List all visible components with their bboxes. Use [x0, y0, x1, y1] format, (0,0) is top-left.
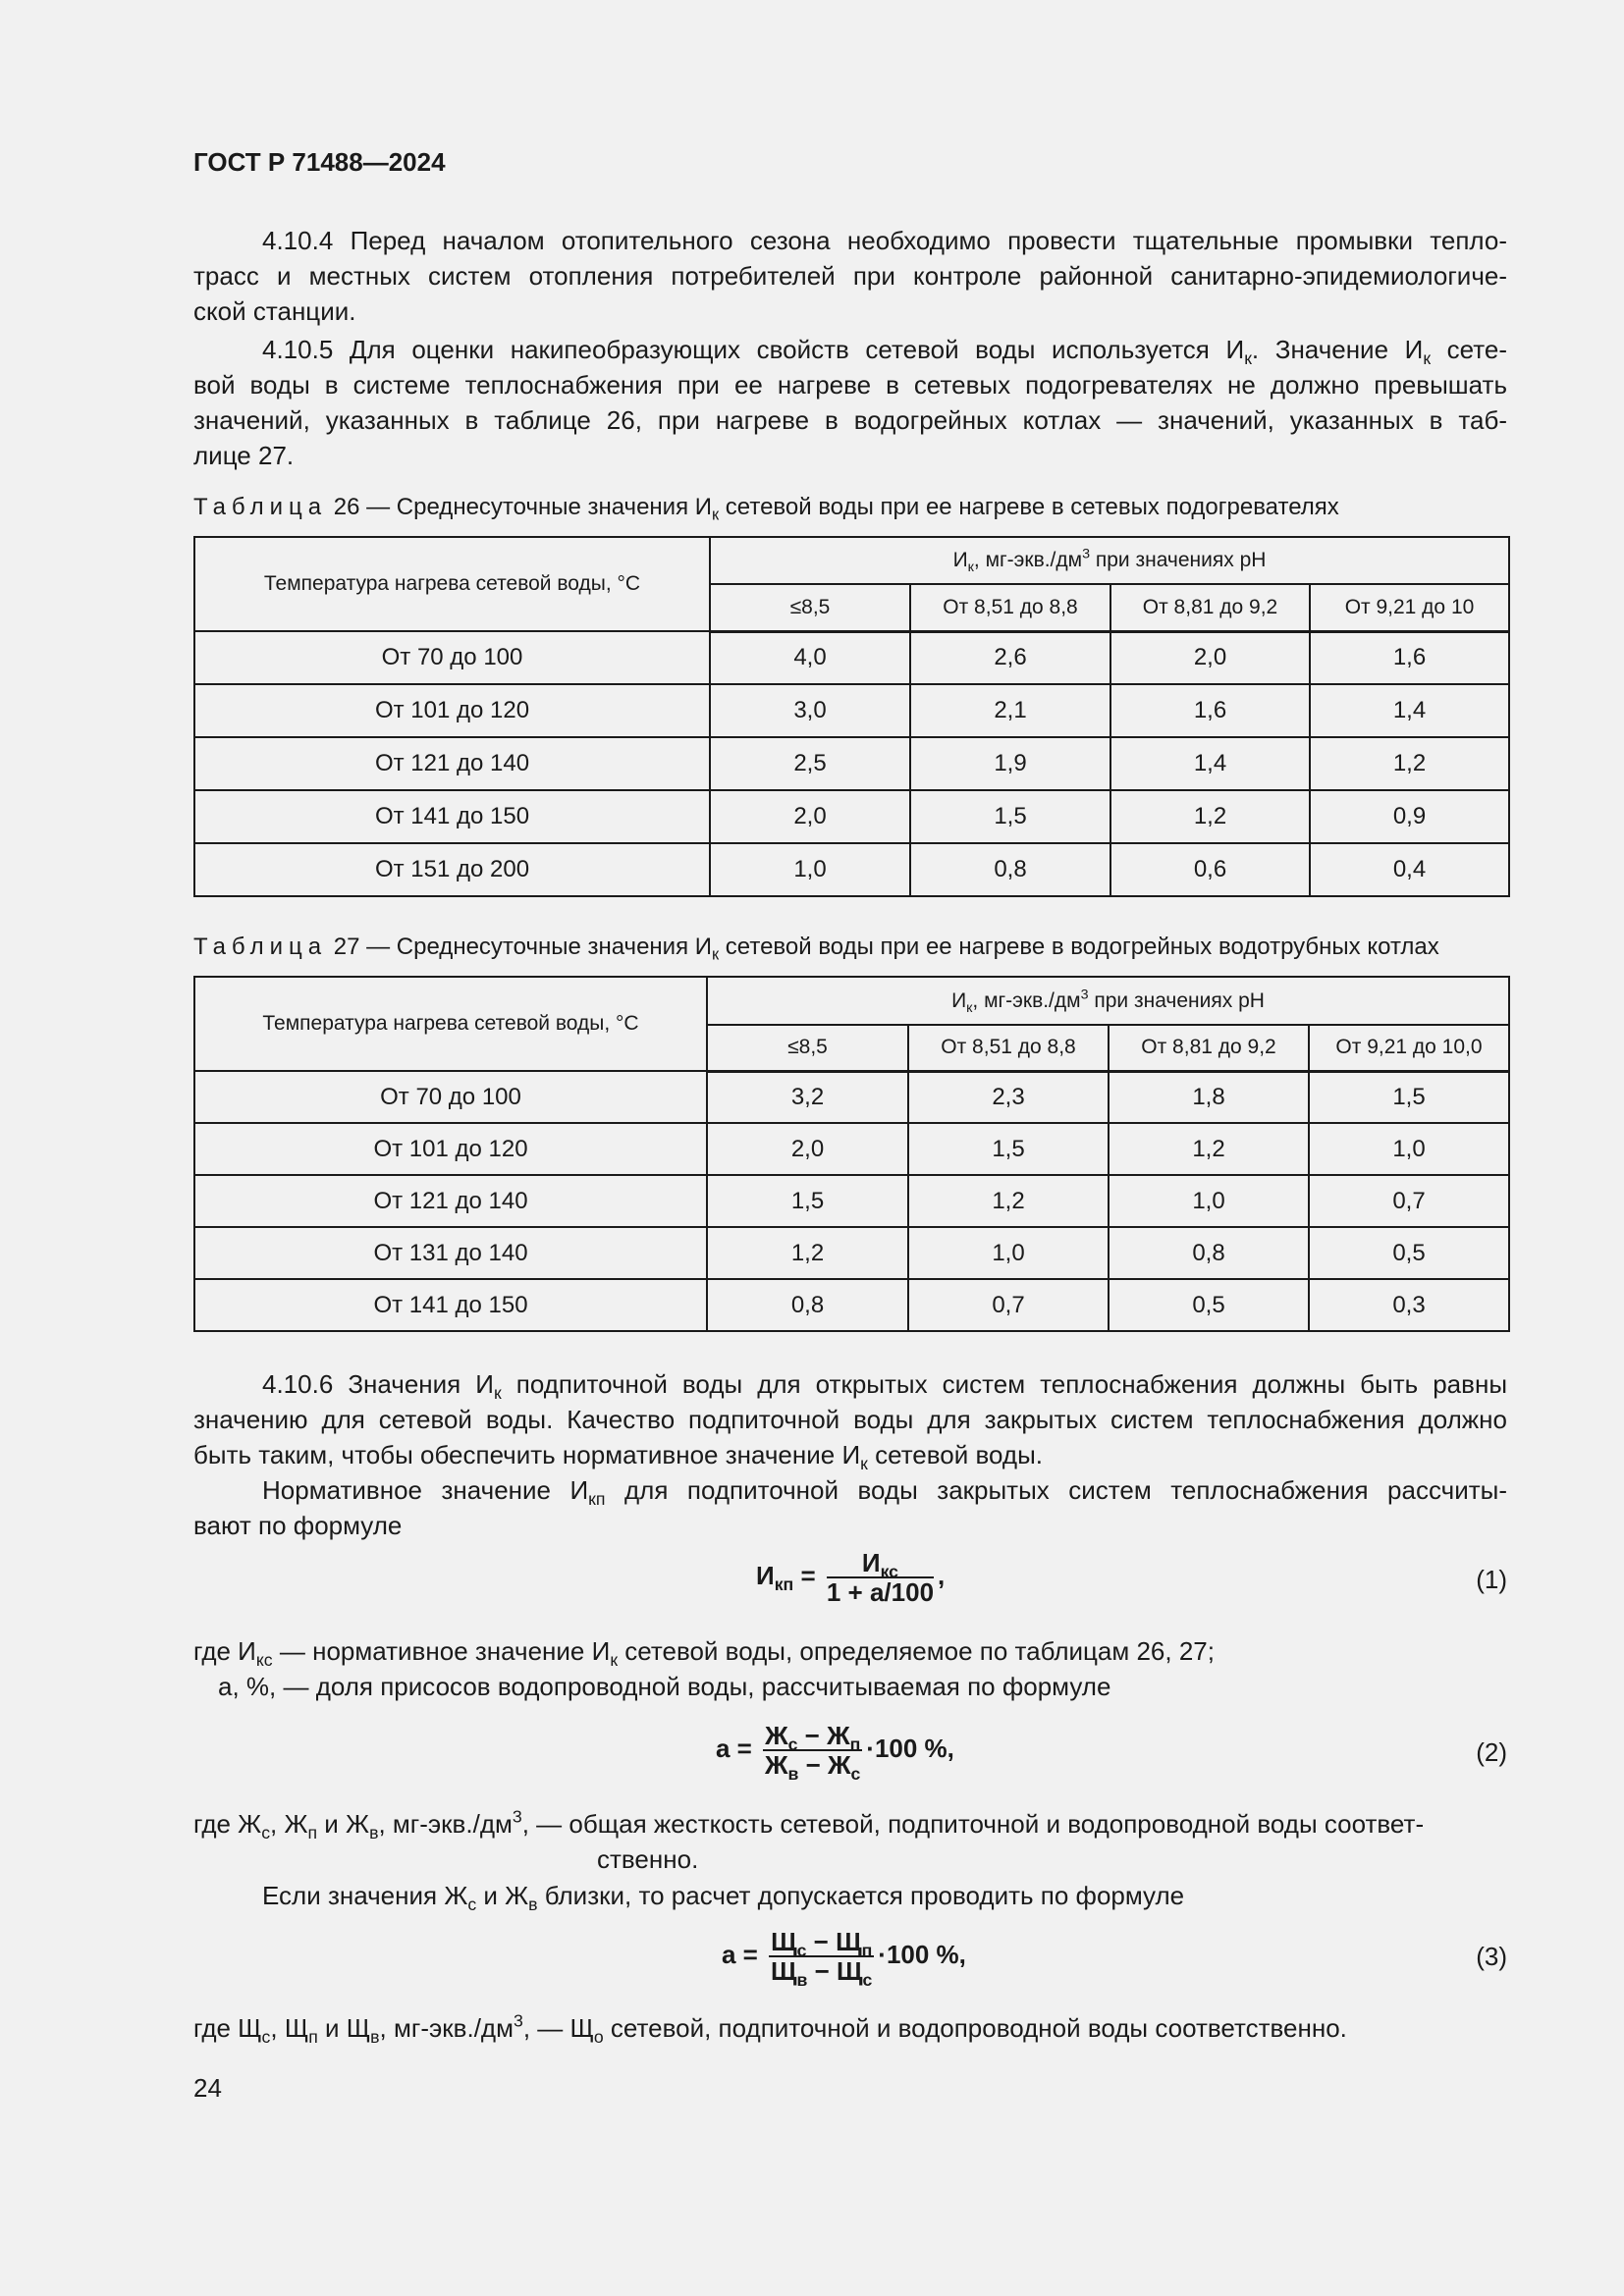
table-27-caption: Таблица 27 — Среднесуточные значения $И_к$ сетевой воды при ее нагреве в водогрейных водотрубных котлах	[193, 934, 1439, 964]
table-header-ik: $И_к$, $мг-экв./дм^3$ при значениях pH	[707, 977, 1509, 1025]
table-cell: От 141 до 150	[194, 1279, 707, 1331]
table-27	[193, 976, 1510, 1332]
table-row	[194, 737, 1509, 790]
fraction: $\frac{И_{кс}}{1 + a/100}$	[826, 1548, 935, 1607]
table-cell: 2,1	[910, 684, 1110, 737]
table-column-header: ≤8,5	[707, 1025, 908, 1071]
table-row	[194, 1175, 1509, 1227]
table-column-header: От 8,81 до 9,2	[1110, 584, 1310, 631]
table-cell: 1,2	[1310, 737, 1509, 790]
table-cell: 1,4	[1310, 684, 1509, 737]
text-line: значению для сетевой воды. Качество подпиточной воды для закрытых систем теплоснабжения должно	[193, 1405, 1507, 1434]
table-column-header: От 8,51 до 8,8	[910, 584, 1110, 631]
formula-1: $И_{кп}$ = $\frac{И_{кс}}{1 + a/100}$ ,	[756, 1548, 946, 1607]
table-header-temperature: Температура нагрева сетевой воды, °С	[194, 977, 707, 1071]
table-cell: 0,5	[1109, 1279, 1309, 1331]
table-cell: 2,3	[908, 1071, 1109, 1123]
table-row	[194, 843, 1509, 896]
table-26	[193, 536, 1510, 897]
formula-number: (3)	[1476, 1942, 1507, 1971]
table-row	[194, 1279, 1509, 1331]
table-cell: 1,2	[908, 1175, 1109, 1227]
table-column-header: ≤8,5	[710, 584, 910, 631]
table-cell: 0,5	[1309, 1227, 1509, 1279]
paragraph-4-10-6	[193, 1366, 1507, 1472]
table-cell: 0,7	[908, 1279, 1109, 1331]
formula-2: a = $\frac{Ж_с - Ж_п}{Ж_в - Ж_с}$ ·100 %,	[716, 1721, 954, 1785]
table-cell: 1,0	[1309, 1123, 1509, 1175]
table-row	[194, 790, 1509, 843]
table-column-header: От 9,21 до 10,0	[1309, 1025, 1509, 1071]
where-line: где $Щ_с$, $Щ_п$ и $Щ_в$, $мг-экв./дм^3$, — $Щ_о$ сетевой, подпиточной и водопроводной воды соответственно.	[193, 2010, 1347, 2048]
table-cell: От 121 до 140	[194, 737, 710, 790]
table-cell: 0,8	[707, 1279, 908, 1331]
table-cell: 1,5	[910, 790, 1110, 843]
text-line: Нормативное значение $И_{кп}$ для подпиточной воды закрытых систем теплоснабжения рассчиты-	[262, 1475, 1507, 1510]
paragraph-normative	[193, 1472, 1507, 1543]
formula-number: (1)	[1476, 1565, 1507, 1594]
formula-3: a = $\frac{Щ_с - Щ_п}{Щ_в - Щ_с}$ ·100 %,	[722, 1927, 966, 1991]
paragraph-4-10-4	[193, 223, 1507, 329]
table-cell: 1,0	[710, 843, 910, 896]
table-cell: 1,6	[1310, 631, 1509, 684]
table-cell: От 131 до 140	[194, 1227, 707, 1279]
text-line: лице 27.	[193, 441, 295, 470]
table-cell: 1,4	[1110, 737, 1310, 790]
page-number: 24	[193, 2073, 222, 2103]
table-cell: 1,0	[908, 1227, 1109, 1279]
where-line: ственно.	[597, 1844, 699, 1874]
table-cell: 1,0	[1109, 1175, 1309, 1227]
paragraph-close-values: Если значения $Ж_с$ и $Ж_в$ близки, то расчет допускается проводить по формуле	[262, 1881, 1185, 1915]
table-cell: 2,0	[710, 790, 910, 843]
table-cell: 0,8	[1109, 1227, 1309, 1279]
table-cell: 2,0	[707, 1123, 908, 1175]
table-row	[194, 1071, 1509, 1123]
paragraph-4-10-5	[193, 332, 1507, 473]
table-cell: 1,6	[1110, 684, 1310, 737]
table-cell: 1,2	[1110, 790, 1310, 843]
text-line: быть таким, чтобы обеспечить нормативное значение $И_к$ сетевой воды.	[193, 1440, 1043, 1474]
table-cell: 0,7	[1309, 1175, 1509, 1227]
table-header-temperature: Температура нагрева сетевой воды, °С	[194, 537, 710, 631]
text-line: вают по формуле	[193, 1511, 403, 1540]
table-cell: 1,8	[1109, 1071, 1309, 1123]
table-cell: 2,6	[910, 631, 1110, 684]
table-cell: 3,0	[710, 684, 910, 737]
table-cell: От 70 до 100	[194, 1071, 707, 1123]
fraction: $\frac{Щ_с - Щ_п}{Щ_в - Щ_с}$	[771, 1927, 873, 1991]
table-row	[194, 1227, 1509, 1279]
table-cell: 0,9	[1310, 790, 1509, 843]
text-line: вой воды в системе теплоснабжения при ее нагреве в сетевых подогревателях не должно превышать	[193, 370, 1507, 400]
table-cell: От 151 до 200	[194, 843, 710, 896]
text-line: 4.10.5 Для оценки накипеобразующих свойств сетевой воды используется $И_к$. Значение $И_к$ сете-	[262, 335, 1507, 369]
table-cell: 3,2	[707, 1071, 908, 1123]
table-cell: 4,0	[710, 631, 910, 684]
table-cell: 0,4	[1310, 843, 1509, 896]
table-cell: 1,5	[908, 1123, 1109, 1175]
table-cell: 1,5	[707, 1175, 908, 1227]
table-cell: 1,9	[910, 737, 1110, 790]
table-cell: 0,8	[910, 843, 1110, 896]
table-cell: 1,2	[1109, 1123, 1309, 1175]
text-line: 4.10.4 Перед началом отопительного сезона необходимо провести тщательные промывки тепло-	[262, 226, 1507, 255]
fraction: $\frac{Ж_с - Ж_п}{Ж_в - Ж_с}$	[765, 1721, 861, 1785]
table-row	[194, 631, 1509, 684]
table-cell: 2,0	[1110, 631, 1310, 684]
table-column-header: От 8,51 до 8,8	[908, 1025, 1109, 1071]
text-line: ской станции.	[193, 296, 356, 326]
text-line: значений, указанных в таблице 26, при нагреве в водогрейных котлах — значений, указанных в таб-	[193, 405, 1507, 435]
text-line: 4.10.6 Значения $И_к$ подпиточной воды для открытых систем теплоснабжения должны быть равны	[262, 1369, 1508, 1404]
table-26-caption: Таблица 26 — Среднесуточные значения $И_к$ сетевой воды при ее нагреве в сетевых подогревателях	[193, 494, 1339, 524]
table-column-header: От 8,81 до 9,2	[1109, 1025, 1309, 1071]
table-cell: От 70 до 100	[194, 631, 710, 684]
table-column-header: От 9,21 до 10	[1310, 584, 1509, 631]
table-row	[194, 684, 1509, 737]
table-cell: 2,5	[710, 737, 910, 790]
where-line: а, %, — доля присосов водопроводной воды, рассчитываемая по формуле	[218, 1672, 1111, 1701]
table-header-ik: $И_к$, $мг-экв./дм^3$ при значениях pH	[710, 537, 1509, 584]
formula-number: (2)	[1476, 1737, 1507, 1767]
table-cell: От 141 до 150	[194, 790, 710, 843]
table-cell: 0,6	[1110, 843, 1310, 896]
where-line: где $И_{кс}$ — нормативное значение $И_к$ сетевой воды, определяемое по таблицам 26, 27;	[193, 1636, 1215, 1671]
table-cell: 1,2	[707, 1227, 908, 1279]
table-row	[194, 1123, 1509, 1175]
table-cell: От 101 до 120	[194, 684, 710, 737]
table-cell: От 121 до 140	[194, 1175, 707, 1227]
where-line: где $Ж_с$, $Ж_п$ и $Ж_в$, $мг-экв./дм^3$, — общая жесткость сетевой, подпиточной и водопроводной воды соответ-	[193, 1806, 1425, 1843]
document-header: ГОСТ Р 71488—2024	[193, 147, 446, 177]
table-cell: От 101 до 120	[194, 1123, 707, 1175]
table-cell: 0,3	[1309, 1279, 1509, 1331]
text-line: трасс и местных систем отопления потребителей при контроле районной санитарно-эпидемиологиче-	[193, 261, 1507, 291]
table-cell: 1,5	[1309, 1071, 1509, 1123]
